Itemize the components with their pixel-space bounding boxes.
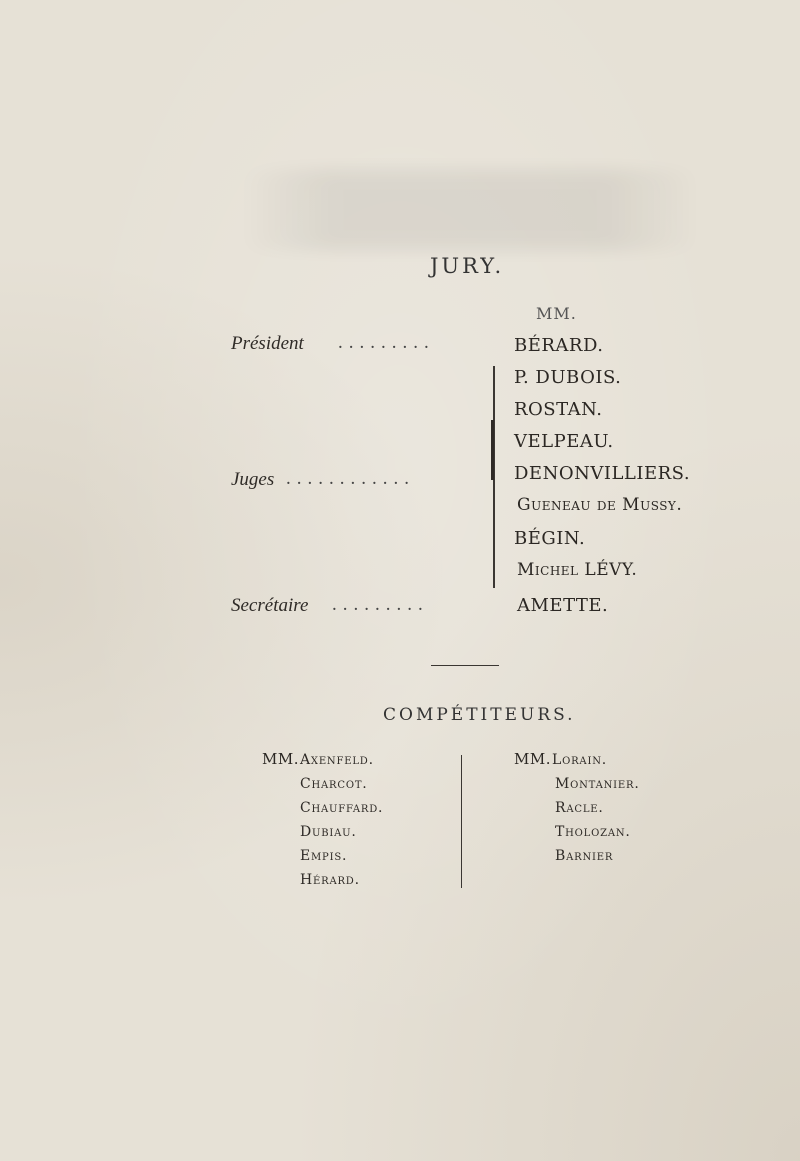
competiteur-name: Tholozan. <box>555 824 631 840</box>
competiteurs-title: COMPÉTITEURS. <box>383 705 576 725</box>
juges-brace <box>493 366 501 588</box>
juge-name: Michel LÉVY. <box>517 560 638 580</box>
section-divider <box>431 665 499 666</box>
competiteur-name: Chauffard. <box>300 800 384 816</box>
jury-mm-label: MM. <box>536 304 577 323</box>
competiteur-name: Hérard. <box>300 872 360 888</box>
competiteur-name: Racle. <box>555 800 604 816</box>
competiteur-name: Empis. <box>300 848 348 864</box>
juge-name: P. DUBOIS. <box>514 367 622 388</box>
juge-name: VELPEAU. <box>514 431 614 452</box>
bleed-through-shadow <box>240 170 700 250</box>
competiteur-name: Axenfeld. <box>300 752 374 768</box>
competiteur-name: Montanier. <box>555 776 640 792</box>
president-label: Président <box>231 333 304 354</box>
juge-name: BÉGIN. <box>514 528 586 549</box>
president-name: BÉRARD. <box>514 335 604 356</box>
juge-name: DENONVILLIERS. <box>514 463 691 484</box>
competiteurs-column-divider <box>461 755 462 888</box>
competiteur-name: Charcot. <box>300 776 368 792</box>
competiteur-name: Dubiau. <box>300 824 357 840</box>
juges-dots: ............ <box>286 468 415 489</box>
competiteur-name: Lorain. <box>552 752 607 768</box>
competiteurs-right-prefix: MM. <box>514 750 551 768</box>
jury-title: JURY. <box>430 254 505 278</box>
juge-name: ROSTAN. <box>514 399 603 420</box>
juges-label: Juges <box>231 469 275 490</box>
competiteur-name: Barnier <box>555 848 614 864</box>
secretaire-dots: ......... <box>332 594 429 615</box>
juges-brace-center <box>491 420 494 480</box>
president-dots: ......... <box>338 332 435 353</box>
secretaire-label: Secrétaire <box>231 595 309 616</box>
competiteurs-left-prefix: MM. <box>262 750 299 768</box>
juge-name: Gueneau de Mussy. <box>517 495 683 515</box>
secretaire-name: AMETTE. <box>517 595 609 616</box>
